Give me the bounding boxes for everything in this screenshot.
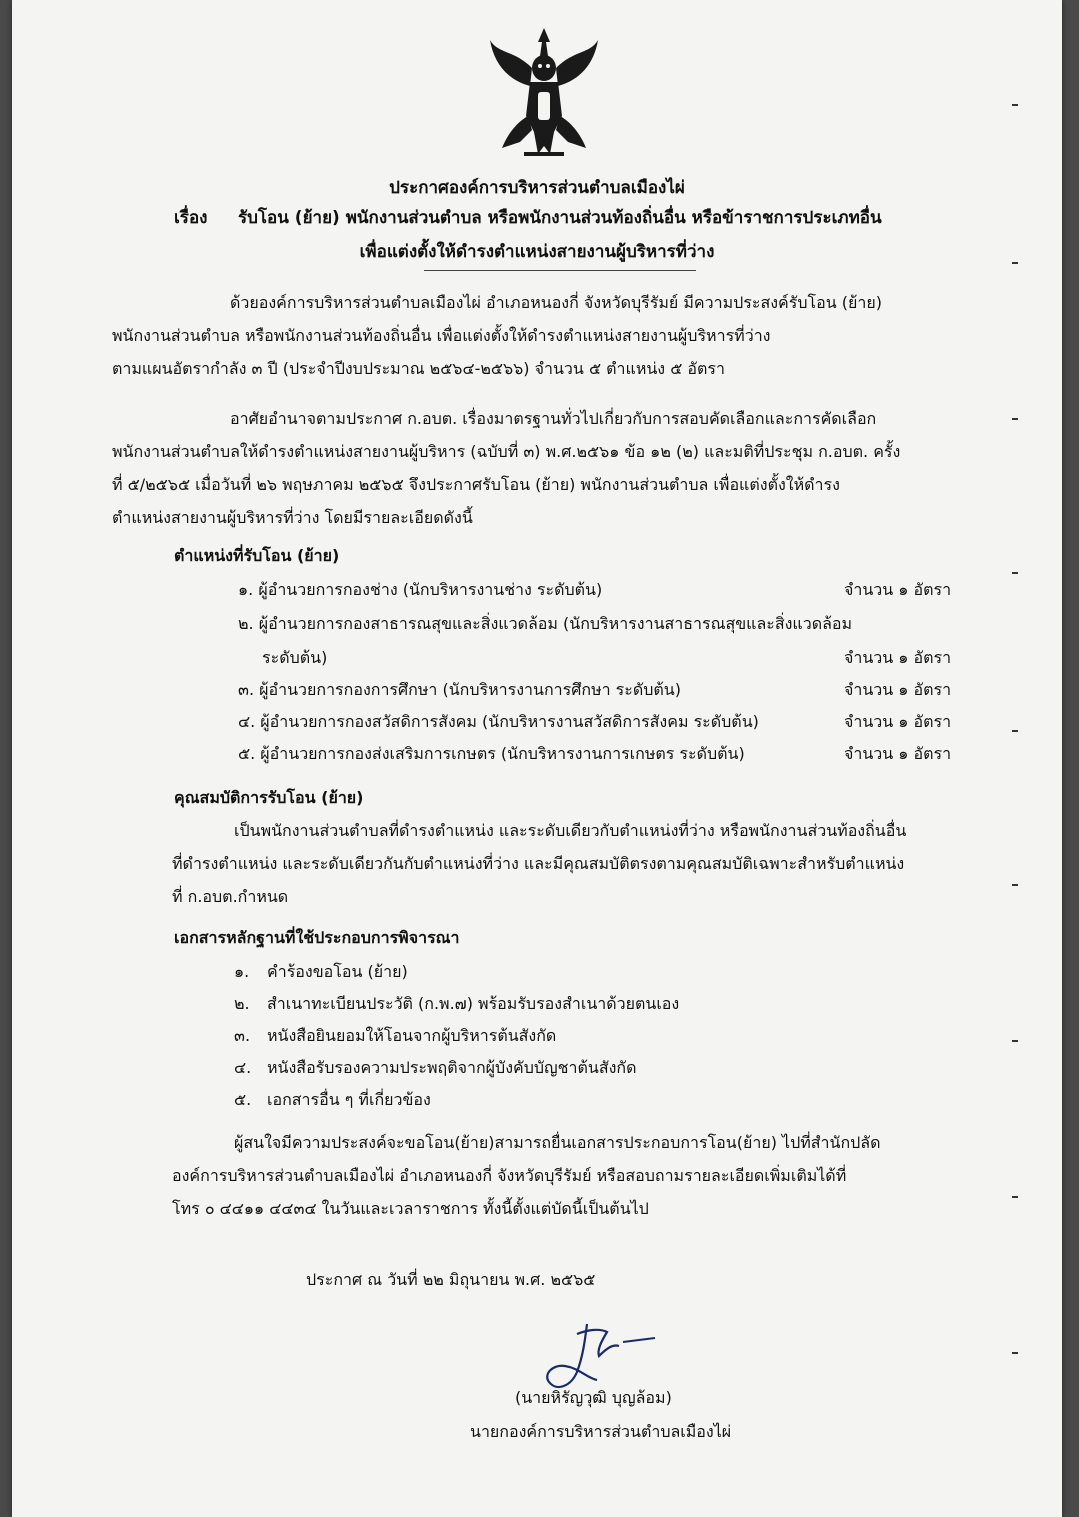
announcement-title: ประกาศองค์การบริหารส่วนตำบลเมืองไผ่ xyxy=(389,178,685,198)
garuda-emblem-icon xyxy=(484,20,604,160)
intro-line-3: ตามแผนอัตรากำลัง ๓ ปี (ประจำปีงบประมาณ ๒๕๖๔-๒๕๖๖) จำนวน ๕ ตำแหน่ง ๕ อัตรา xyxy=(112,359,725,378)
authority-line-4: ตำแหน่งสายงานผู้บริหารที่ว่าง โดยมีรายละเอียดดังนี้ xyxy=(112,508,473,527)
authority-line-3: ที่ ๕/๒๕๖๕ เมื่อวันที่ ๒๖ พฤษภาคม ๒๕๖๕ จึงประกาศรับโอน (ย้าย) พนักงานส่วนตำบล เพื่อแต่งตั้งให้ดำรง xyxy=(112,475,840,494)
document-number: ๔. xyxy=(234,1058,252,1077)
contact-line-2: องค์การบริหารส่วนตำบลเมืองไผ่ อำเภอหนองกี่ จังหวัดบุรีรัมย์ หรือสอบถามรายละเอียดเพิ่มเติมได้ที่ xyxy=(172,1166,847,1185)
document-text: สำเนาทะเบียนประวัติ (ก.พ.๗) พร้อมรับรองสำเนาด้วยตนเอง xyxy=(267,994,680,1013)
position-label: ๒. ผู้อำนวยการกองสาธารณสุขและสิ่งแวดล้อม (นักบริหารงานสาธารณสุขและสิ่งแวดล้อม xyxy=(238,614,853,633)
position-item xyxy=(12,678,1062,708)
intro-line-2: พนักงานส่วนตำบล หรือพนักงานส่วนท้องถิ่นอื่น เพื่อแต่งตั้งให้ดำรงตำแหน่งสายงานผู้บริหารที่ว่าง xyxy=(112,326,771,345)
contact-line-1: ผู้สนใจมีความประสงค์จะขอโอน(ย้าย)สามารถยื่นเอกสารประกอบการโอน(ย้าย) ไปที่สำนักปลัด xyxy=(234,1133,881,1152)
document-text: หนังสือรับรองความประพฤติจากผู้บังคับบัญชาต้นสังกัด xyxy=(267,1058,637,1077)
document-number: ๕. xyxy=(234,1090,252,1109)
signer-name: (นายหิรัญวุฒิ บุญล้อม) xyxy=(515,1388,672,1407)
position-count: จำนวน ๑ อัตรา xyxy=(844,580,952,599)
position-item xyxy=(12,578,1062,608)
position-count: จำนวน ๑ อัตรา xyxy=(844,648,952,667)
subject-label: เรื่อง xyxy=(174,208,208,228)
contact-paragraph xyxy=(172,1126,1002,1225)
qualifications-line-1: เป็นพนักงานส่วนตำบลที่ดำรงตำแหน่ง และระดับเดียวกับตำแหน่งที่ว่าง หรือพนักงานส่วนท้องถิ่นอื่น xyxy=(234,821,907,840)
margin-mark xyxy=(1012,884,1018,886)
qualifications-line-2: ที่ดำรงตำแหน่ง และระดับเดียวกันกับตำแหน่งที่ว่าง และมีคุณสมบัติตรงตามคุณสมบัติเฉพาะสำหรับตำแหน่ง xyxy=(172,854,905,873)
intro-paragraph xyxy=(112,286,1002,385)
margin-mark xyxy=(1012,104,1018,106)
position-item xyxy=(12,742,1062,772)
subject-text: รับโอน (ย้าย) พนักงานส่วนตำบล หรือพนักงานส่วนท้องถิ่นอื่น หรือข้าราชการประเภทอื่น xyxy=(238,208,882,228)
authority-line-1: อาศัยอำนาจตามประกาศ ก.อบต. เรื่องมาตรฐานทั่วไปเกี่ยวกับการสอบคัดเลือกและการคัดเลือก xyxy=(230,409,877,428)
margin-mark xyxy=(1012,1352,1018,1354)
contact-line-3: โทร ๐ ๔๔๑๑ ๔๔๓๔ ในวันและเวลาราชการ ทั้งนี้ตั้งแต่บัดนี้เป็นต้นไป xyxy=(172,1199,649,1218)
position-item xyxy=(12,710,1062,740)
position-item xyxy=(12,612,1062,642)
margin-mark xyxy=(1012,1040,1018,1042)
position-count: จำนวน ๑ อัตรา xyxy=(844,712,952,731)
positions-title: ตำแหน่งที่รับโอน (ย้าย) xyxy=(174,546,340,565)
announce-date: ประกาศ ณ วันที่ ๒๒ มิถุนายน พ.ศ. ๒๕๖๕ xyxy=(306,1270,596,1289)
position-label: ๕. ผู้อำนวยการกองส่งเสริมการเกษตร (นักบริหารงานการเกษตร ระดับต้น) xyxy=(238,744,745,763)
margin-mark xyxy=(1012,730,1018,732)
margin-mark xyxy=(1012,262,1018,264)
position-item-continued xyxy=(12,646,1062,676)
position-count: จำนวน ๑ อัตรา xyxy=(844,744,952,763)
document-text: เอกสารอื่น ๆ ที่เกี่ยวข้อง xyxy=(267,1090,431,1109)
position-count: จำนวน ๑ อัตรา xyxy=(844,680,952,699)
document-number: ๒. xyxy=(234,994,250,1013)
document-text: หนังสือยินยอมให้โอนจากผู้บริหารต้นสังกัด xyxy=(267,1026,557,1045)
qualifications-title: คุณสมบัติการรับโอน (ย้าย) xyxy=(174,788,364,807)
divider xyxy=(424,270,696,271)
margin-mark xyxy=(1012,1196,1018,1198)
margin-mark xyxy=(1012,572,1018,574)
margin-mark xyxy=(1012,418,1018,420)
qualifications-line-3: ที่ ก.อบต.กำหนด xyxy=(172,887,289,906)
intro-line-1: ด้วยองค์การบริหารส่วนตำบลเมืองไผ่ อำเภอหนองกี่ จังหวัดบุรีรัมย์ มีความประสงค์รับโอน (ย้าย) xyxy=(230,293,882,312)
position-label: ๑. ผู้อำนวยการกองช่าง (นักบริหารงานช่าง ระดับต้น) xyxy=(238,580,603,599)
signer-title: นายกองค์การบริหารส่วนตำบลเมืองไผ่ xyxy=(470,1422,732,1441)
document-number: ๑. xyxy=(234,962,250,981)
document-page xyxy=(12,0,1062,1517)
document-text: คำร้องขอโอน (ย้าย) xyxy=(267,962,408,981)
document-number: ๓. xyxy=(234,1026,251,1045)
authority-line-2: พนักงานส่วนตำบลให้ดำรงตำแหน่งสายงานผู้บริหาร (ฉบับที่ ๓) พ.ศ.๒๕๖๑ ข้อ ๑๒ (๒) และมติที่ประชุม ก.อบต. ครั้ง xyxy=(112,442,901,461)
documents-title: เอกสารหลักฐานที่ใช้ประกอบการพิจารณา xyxy=(174,928,460,947)
position-label: ๔. ผู้อำนวยการกองสวัสดิการสังคม (นักบริหารงานสวัสดิการสังคม ระดับต้น) xyxy=(238,712,759,731)
position-label-continued: ระดับต้น) xyxy=(262,648,328,667)
position-label: ๓. ผู้อำนวยการกองการศึกษา (นักบริหารงานการศึกษา ระดับต้น) xyxy=(238,680,681,699)
authority-paragraph xyxy=(112,402,1012,534)
qualifications-paragraph xyxy=(172,814,1002,913)
subject-line-2: เพื่อแต่งตั้งให้ดำรงตำแหน่งสายงานผู้บริหารที่ว่าง xyxy=(359,242,715,262)
